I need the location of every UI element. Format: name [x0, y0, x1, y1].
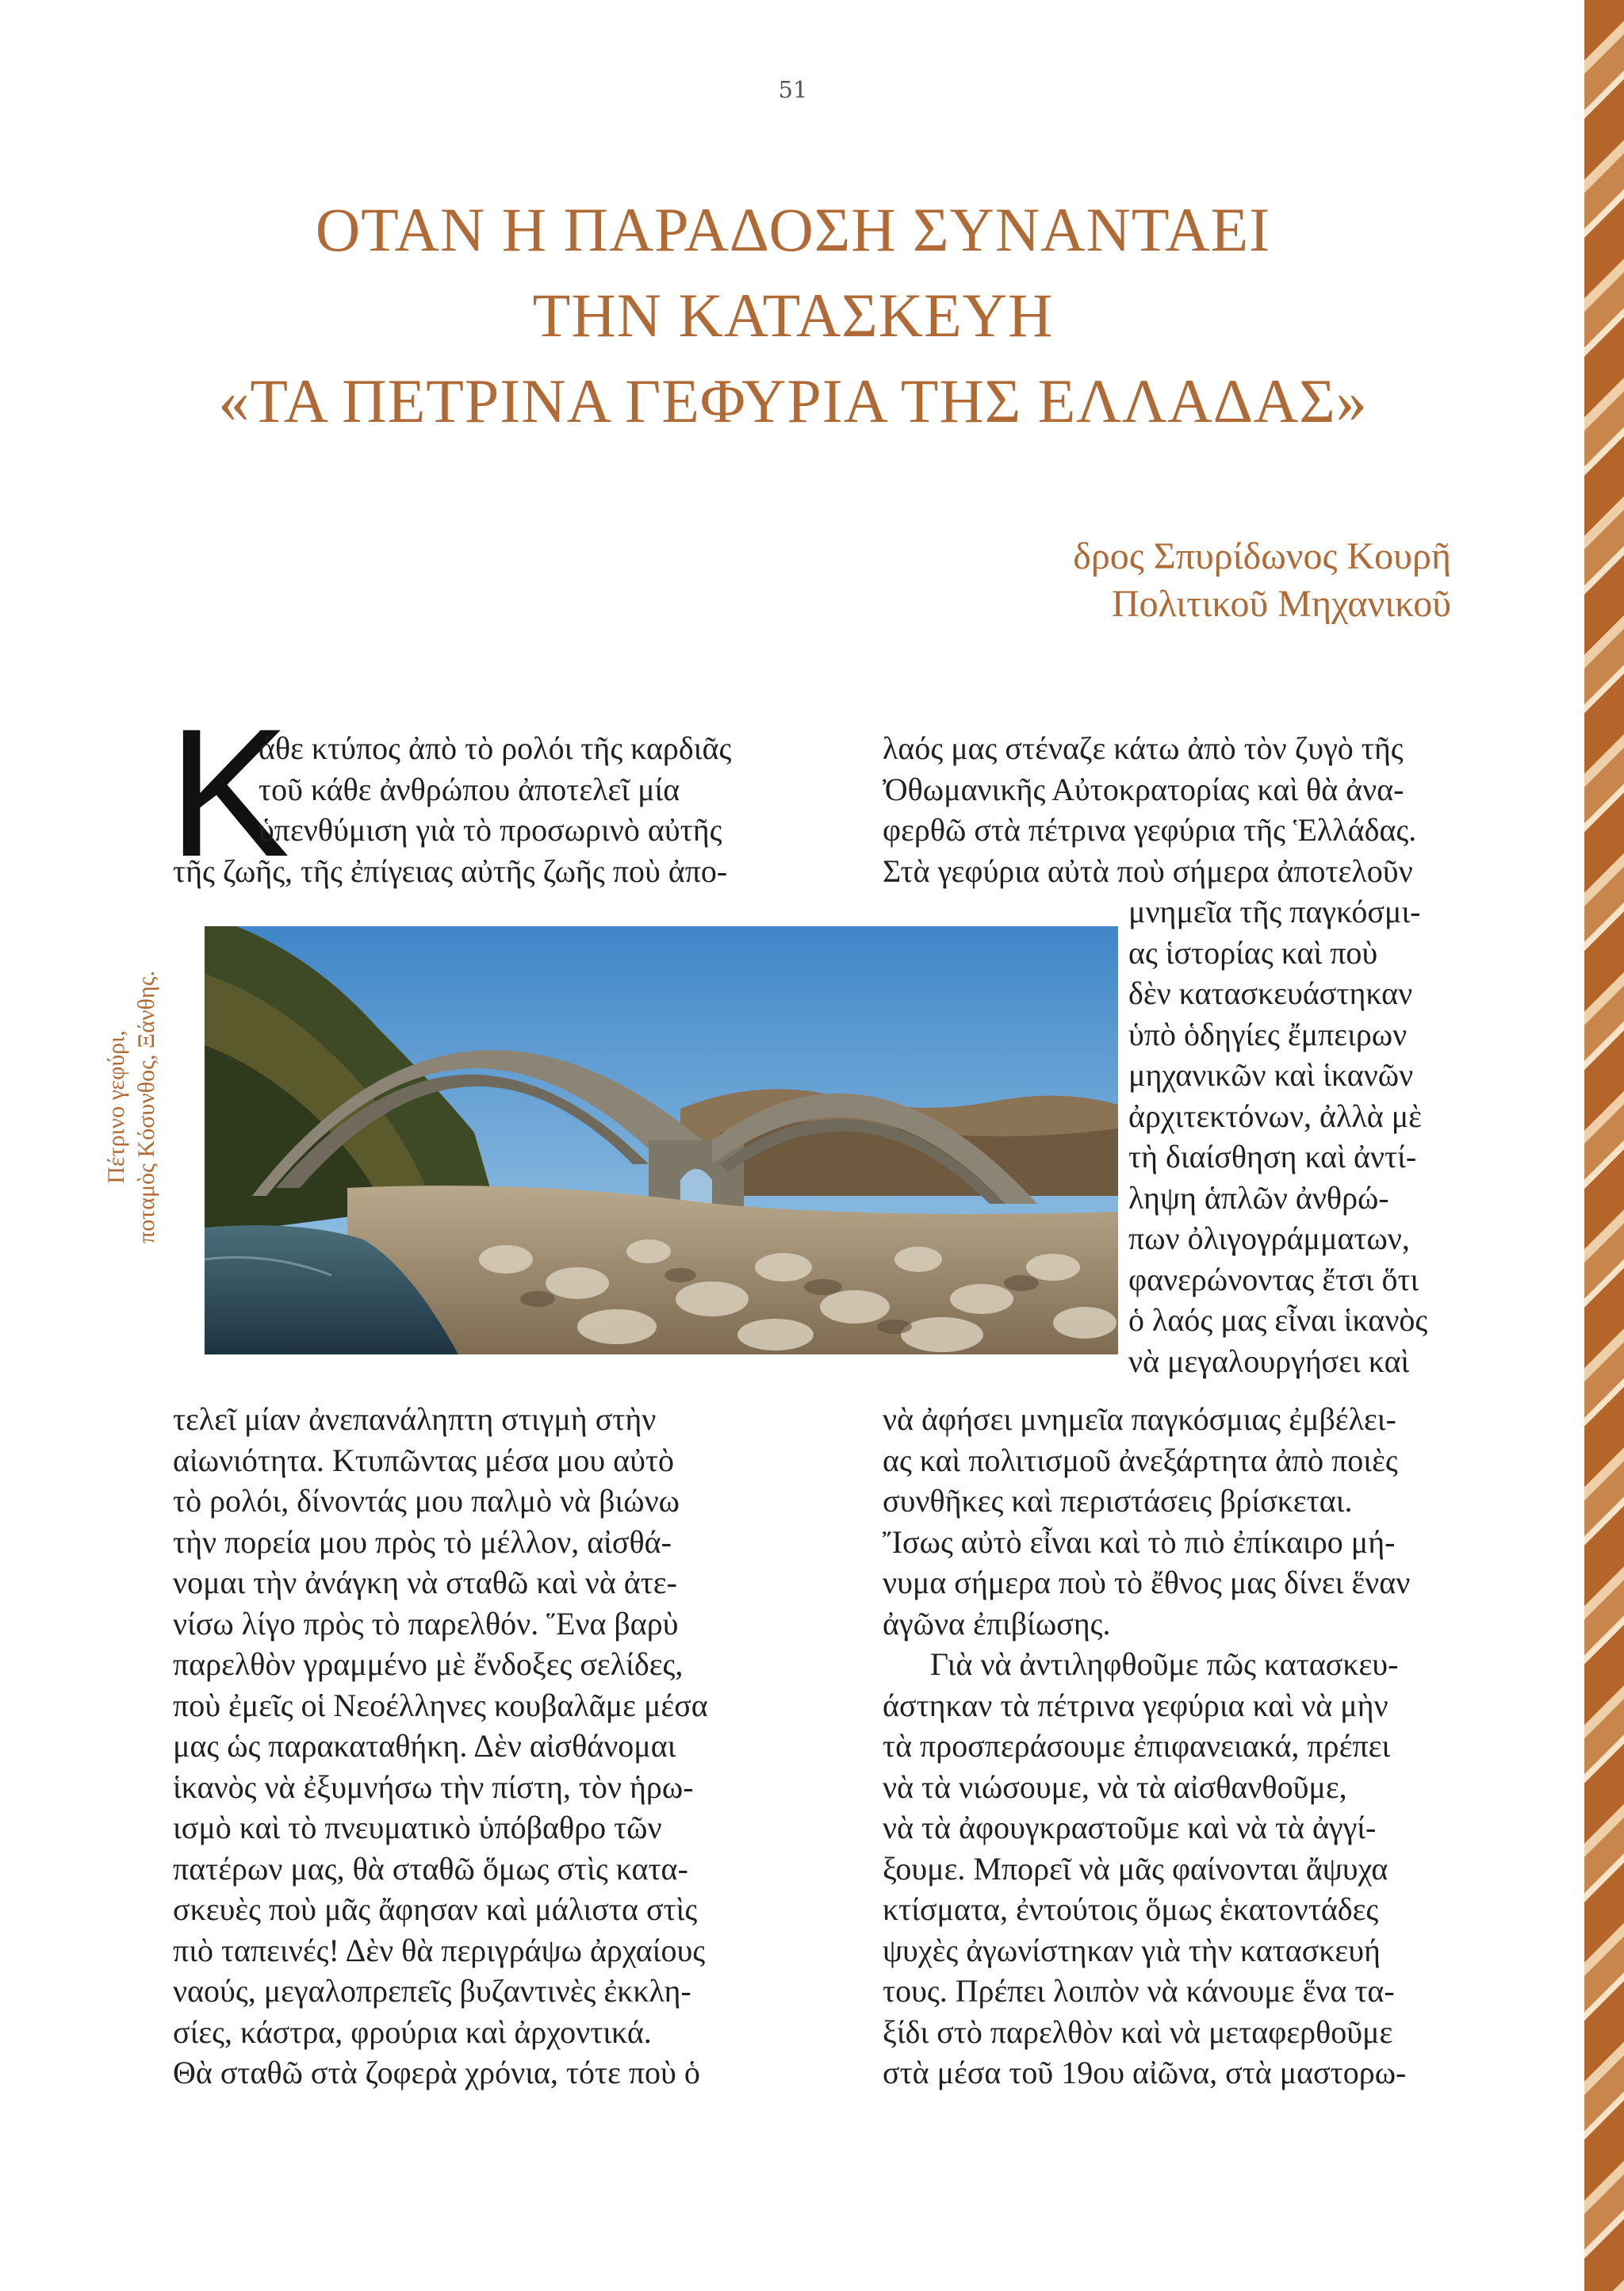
text-line: νυμα σήμερα ποὺ τὸ ἔθνος μας δίνει ἕναν — [883, 1565, 1411, 1600]
text-line: συνθῆκες καὶ περιστάσεις βρίσκεται. — [883, 1483, 1353, 1519]
right-column-bottom — [883, 1399, 1509, 2094]
text-line: τελεῖ μίαν ἀνεπανάληπτη στιγμὴ στὴν — [173, 1401, 657, 1437]
text-line: Γιὰ νὰ ἀντιληφθοῦμε πῶς κατασκευ- — [930, 1646, 1399, 1682]
text-line: δὲν κατασκευάστηκαν — [1128, 975, 1413, 1011]
text-line: νὰ τὰ ἀφουγκραστοῦμε καὶ νὰ τὰ ἀγγί- — [883, 1810, 1377, 1845]
text-line: τους. Πρέπει λοιπὸν νὰ κάνουμε ἕνα τα- — [883, 1973, 1395, 2009]
text-line: ὑπενθύμιση γιὰ τὸ προσωρινὸ αὐτῆς — [259, 812, 722, 848]
text-line: πιὸ ταπεινές! Δὲν θὰ περιγράψω ἀρχαίους — [173, 1932, 706, 1968]
text-line: Ὀθωμανικῆς Αὐτοκρατορίας καὶ θὰ ἀνα- — [883, 771, 1404, 807]
text-line: παρελθὸν γραμμένο μὲ ἔνδοξες σελίδες, — [173, 1646, 684, 1682]
caption-line: ποταμὸς Κόσυνθος, Ξάνθης. — [133, 971, 159, 1243]
author-role: Πολιτικοῦ Μηχανικοῦ — [1111, 583, 1451, 625]
text-line: πων ὀλιγογράμματων, — [1128, 1220, 1410, 1256]
text-line: τὴ διαίσθηση καὶ ἀντί- — [1128, 1139, 1417, 1174]
text-line: νὰ ἀφήσει μνημεῖα παγκόσμιας ἐμβέλει- — [883, 1401, 1396, 1437]
text-line: ναούς, μεγαλοπρεπεῖς βυζαντινὲς ἐκκλη- — [173, 1973, 691, 2009]
caption-line: Πέτρινο γεφύρι, — [103, 1030, 129, 1184]
text-line: ξίδι στὸ παρελθὸν καὶ νὰ μεταφερθοῦμε — [883, 2013, 1393, 2050]
text-line: σκευὲς ποὺ μᾶς ἄφησαν καὶ μάλιστα στὶς — [173, 1891, 698, 1927]
text-line: ποὺ ἐμεῖς οἱ Νεοέλληνες κουβαλᾶμε μέσα — [173, 1687, 708, 1723]
text-line: φερθῶ στὰ πέτρινα γεφύρια τῆς Ἑλλάδας. — [883, 812, 1417, 848]
text-line: σίες, κάστρα, φρούρια καὶ ἀρχοντικά. — [173, 2013, 652, 2050]
left-column-top — [173, 728, 807, 891]
text-line: τῆς ζωῆς, τῆς ἐπίγειας αὐτῆς ζωῆς ποὺ ἀπο- — [173, 852, 728, 889]
text-line: μνημεῖα τῆς παγκόσμι- — [1128, 894, 1421, 929]
text-line: ἱκανὸς νὰ ἐξυμνήσω τὴν πίστη, τὸν ἡρω- — [173, 1768, 694, 1805]
author-block — [1073, 533, 1451, 628]
text-line: ας ἱστορίας καὶ ποὺ — [1128, 934, 1378, 971]
text-line: αἰωνιότητα. Κτυπῶντας μέσα μου αὐτὸ — [173, 1442, 675, 1478]
text-line: νὰ μεγαλουργήσει καὶ — [1128, 1343, 1410, 1379]
title-line: ΟΤΑΝ Η ΠΑΡΑΔΟΣΗ ΣΥΝΑΝΤΑΕΙ — [315, 195, 1271, 264]
stone-bridge-photo — [205, 926, 1118, 1354]
left-column-bottom — [173, 1399, 807, 2094]
text-line: ὁ λαός μας εἶναι ἱκανὸς — [1128, 1302, 1428, 1338]
page-number: 51 — [778, 76, 808, 103]
text-line: πατέρων μας, θὰ σταθῶ ὅμως στὶς κατα- — [173, 1850, 688, 1887]
text-line: ληψη ἁπλῶν ἀνθρώ- — [1128, 1179, 1389, 1216]
text-line: ξουμε. Μπορεῖ νὰ μᾶς φαίνονται ἄψυχα — [883, 1850, 1388, 1887]
right-column-wrap — [1128, 891, 1509, 1381]
author-name: δρος Σπυρίδωνος Κουρῆ — [1073, 535, 1451, 577]
title-line: ΤΗΝ ΚΑΤΑΣΚΕΥΗ — [532, 281, 1054, 350]
text-line: μηχανικῶν καὶ ἱκανῶν — [1128, 1057, 1414, 1093]
text-line: ας καὶ πολιτισμοῦ ἀνεξάρτητα ἀπὸ ποιὲς — [883, 1442, 1398, 1478]
text-line: Θὰ σταθῶ στὰ ζοφερὰ χρόνια, τότε ποὺ ὁ — [173, 2055, 700, 2090]
text-line: λαός μας στέναζε κάτω ἀπὸ τὸν ζυγὸ τῆς — [883, 730, 1404, 766]
text-line: τὰ προσπεράσουμε ἐπιφανειακά, πρέπει — [883, 1728, 1391, 1764]
text-line: τὴν πορεία μου πρὸς τὸ μέλλον, αἰσθά- — [173, 1523, 672, 1560]
text-line: στὰ μέσα τοῦ 19ου αἰῶνα, στὰ μαστορω- — [883, 2055, 1407, 2090]
text-line: νὰ τὰ νιώσουμε, νὰ τὰ αἰσθανθοῦμε, — [883, 1768, 1347, 1805]
text-line: κτίσματα, ἐντούτοις ὅμως ἑκατοντάδες — [883, 1891, 1379, 1927]
decorative-side-band — [1584, 0, 1624, 2291]
title-line: «ΤΑ ΠΕΤΡΙΝΑ ΓΕΦΥΡΙΑ ΤΗΣ ΕΛΛΑΔΑΣ» — [218, 366, 1368, 435]
text-line: φανερώνοντας ἔτσι ὅτι — [1128, 1261, 1419, 1297]
text-line: ἀγῶνα ἐπιβίωσης. — [883, 1605, 1111, 1642]
text-line: Ἴσως αὐτὸ εἶναι καὶ τὸ πιὸ ἐπίκαιρο μή- — [883, 1523, 1396, 1560]
text-line: ισμὸ καὶ τὸ πνευματικὸ ὑπόβαθρο τῶν — [173, 1810, 662, 1845]
text-line: νομαι τὴν ἀνάγκη νὰ σταθῶ καὶ νὰ ἀτε- — [173, 1565, 677, 1600]
text-line: ψυχὲς ἀγωνίστηκαν γιὰ τὴν κατασκευή — [883, 1932, 1381, 1968]
article-title — [0, 187, 1586, 444]
text-line: νίσω λίγο πρὸς τὸ παρελθόν. Ἕνα βαρὺ — [173, 1605, 679, 1642]
right-column-top — [883, 728, 1509, 891]
text-line: Στὰ γεφύρια αὐτὰ ποὺ σήμερα ἀποτελοῦν — [883, 852, 1413, 889]
text-line: ἀρχιτεκτόνων, ἀλλὰ μὲ — [1128, 1098, 1422, 1134]
text-line: άθε κτύπος ἀπὸ τὸ ρολόι τῆς καρδιᾶς — [259, 730, 732, 766]
text-line: άστηκαν τὰ πέτρινα γεφύρια καὶ νὰ μὴν — [883, 1687, 1388, 1723]
drop-cap: Κ — [168, 691, 290, 895]
text-line: ὑπὸ ὁδηγίες ἔμπειρων — [1128, 1016, 1408, 1052]
text-line: μας ὡς παρακαταθήκη. Δὲν αἰσθάνομαι — [173, 1728, 676, 1764]
text-line: τοῦ κάθε ἀνθρώπου ἀποτελεῖ μία — [259, 771, 680, 807]
text-line: τὸ ρολόι, δίνοντάς μου παλμὸ νὰ βιώνω — [173, 1483, 680, 1519]
